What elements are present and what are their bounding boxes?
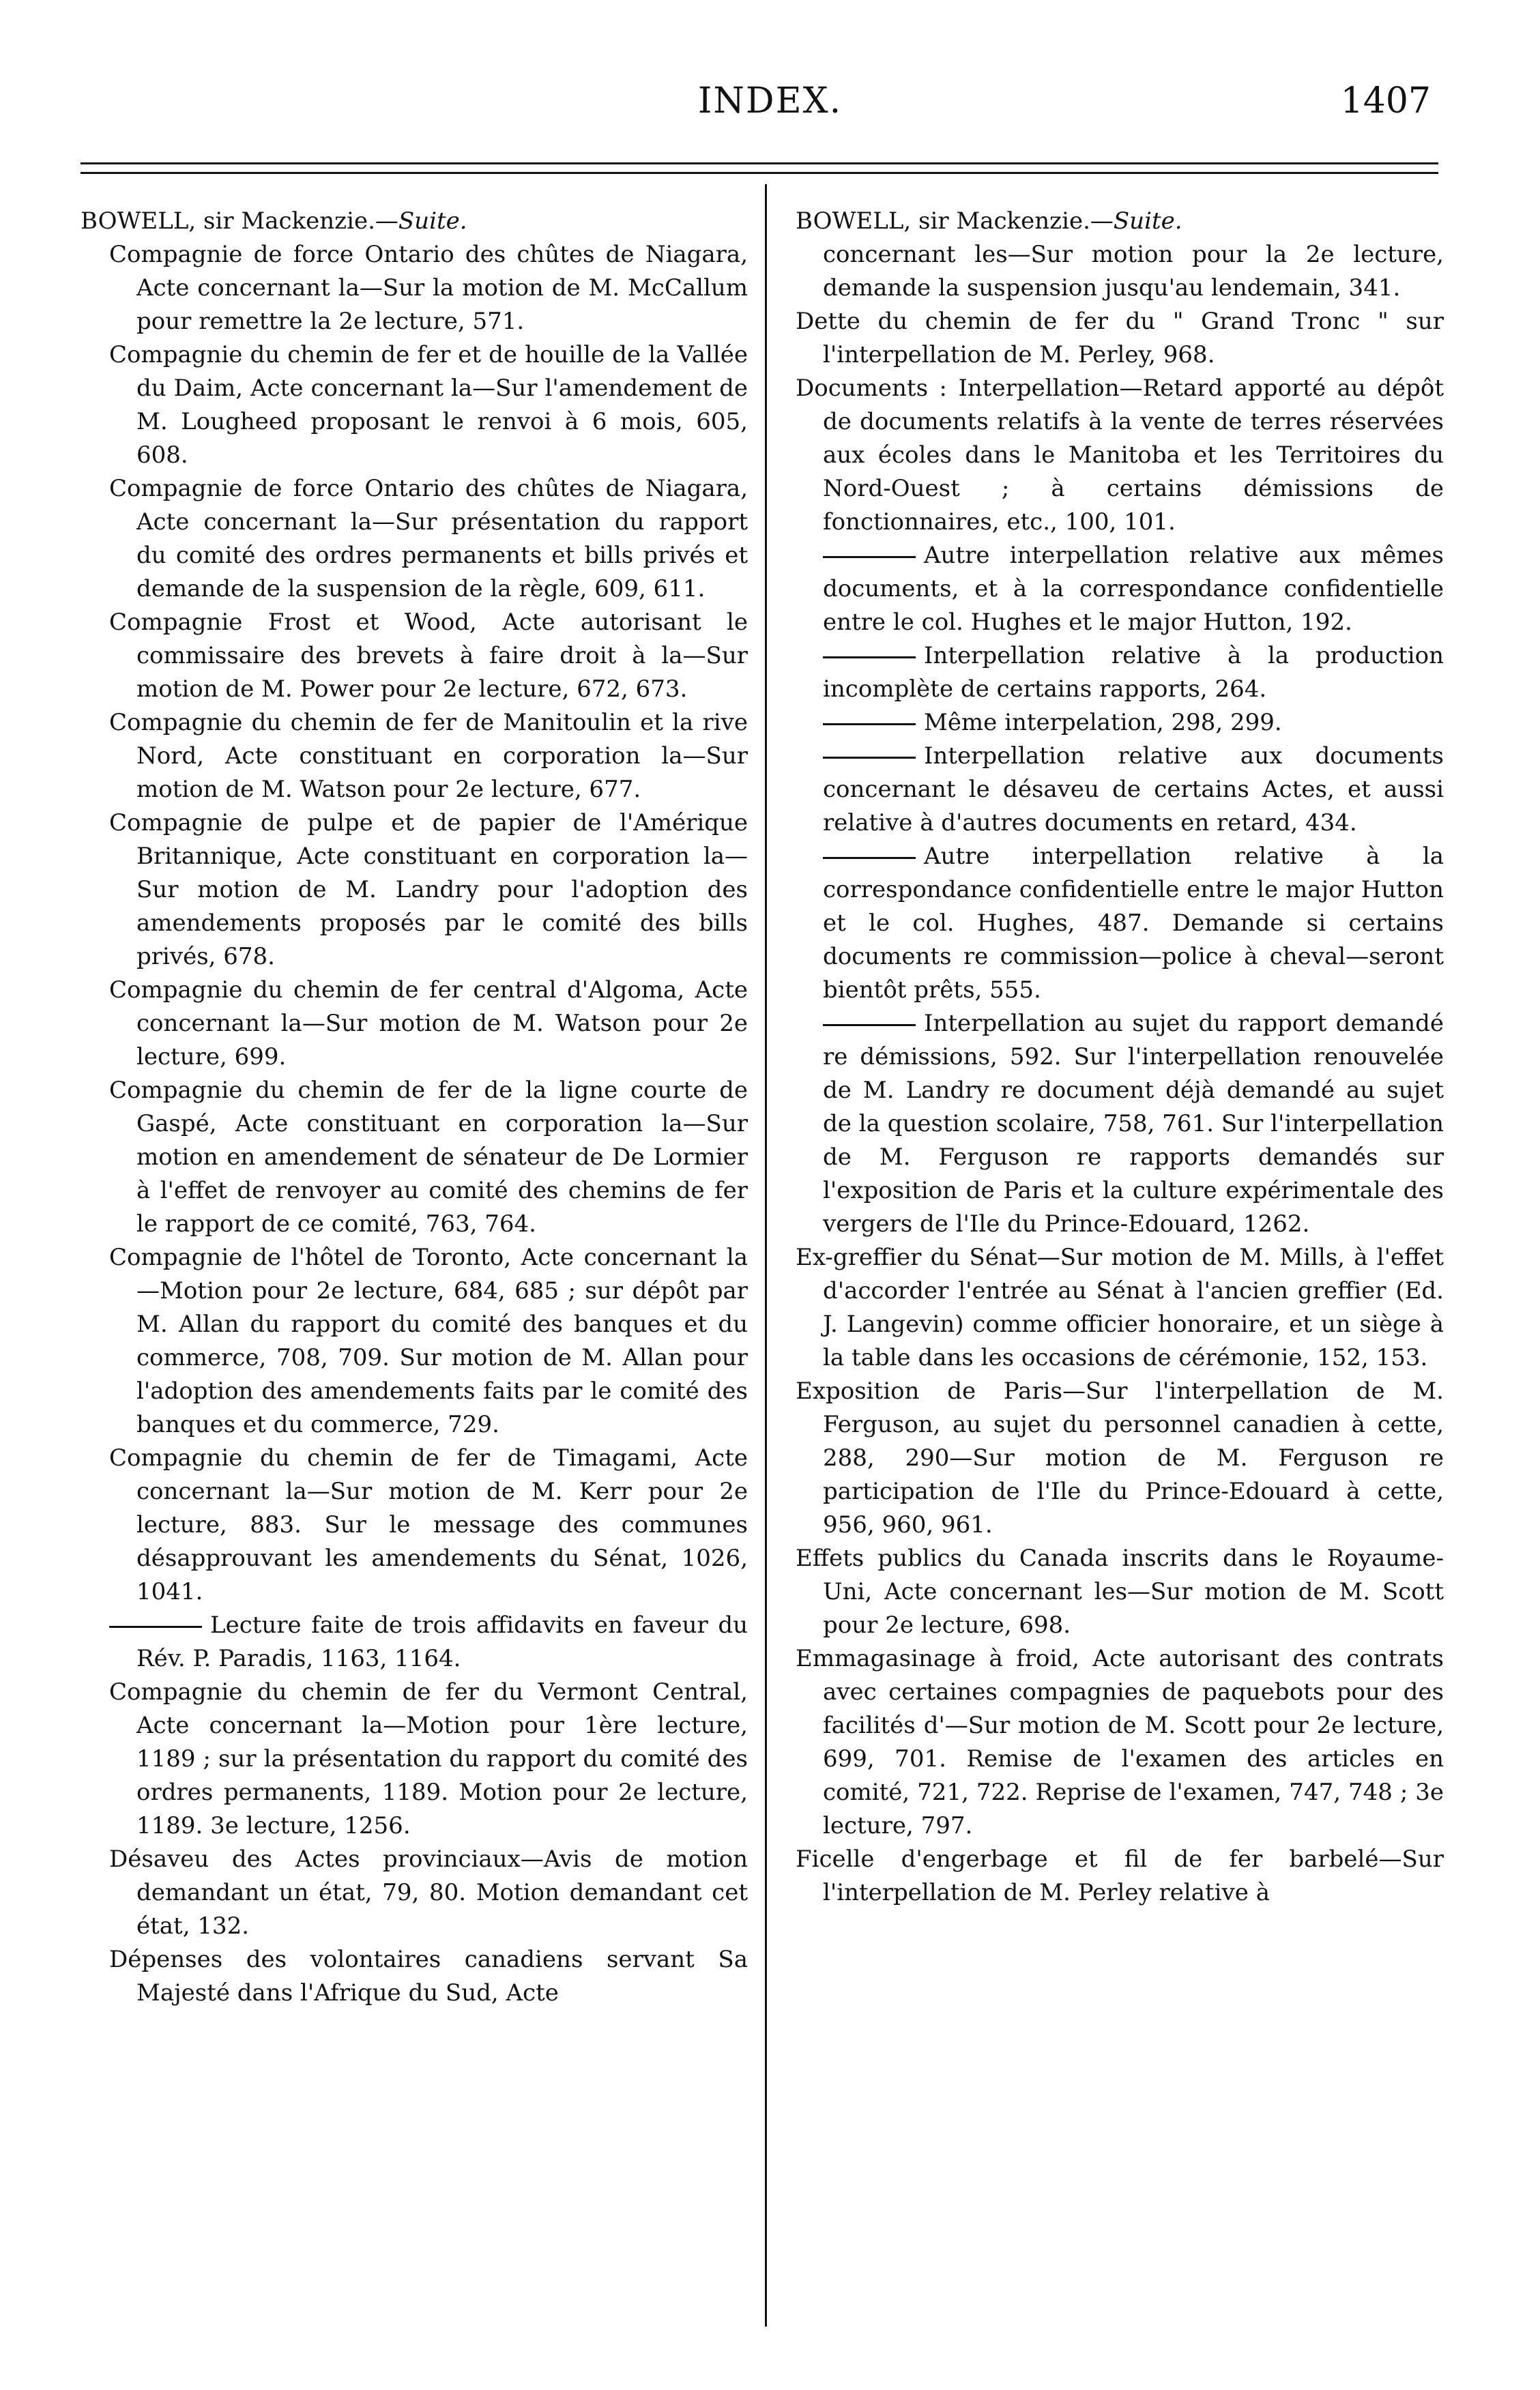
index-entry: Emmagasinage à froid, Acte autorisant des contrats avec certaines compagnies de paquebots pour des facilités d'—Sur motion de M. Scott pour 2e lecture, 699, 701. Remise de l'examen des articles en comité, 721, 722. Reprise de l'examen, 747, 748 ; 3e lecture, 797. — [796, 1645, 1444, 1839]
index-entry: Compagnie de force Ontario des chûtes de Niagara, Acte concernant la—Sur la motion de M. McCallum pour remettre la 2e lecture, 571. — [109, 241, 748, 335]
index-subentry — [796, 539, 1444, 639]
header-rule-top — [81, 162, 1438, 164]
index-entry: Effets publics du Canada inscrits dans le Royaume-Uni, Acte concernant les—Sur motion de M. Scott pour 2e lecture, 698. — [796, 1545, 1444, 1639]
subentry-text: Autre interpellation relative à la correspondance confidentielle entre le major Hutton et le col. Hughes, 487. Demande si certains documents re commission—police à cheval—seront bientôt prêts, 555. — [823, 843, 1444, 1004]
subentry-text: Lecture faite de trois affidavits en faveur du Rév. P. Paradis, 1163, 1164. — [136, 1612, 748, 1672]
header-rule-bottom — [81, 172, 1438, 174]
index-entry: Compagnie de force Ontario des chûtes de Niagara, Acte concernant la—Sur présentation du rapport du comité des ordres permanents et bills privés et demande de la suspension de la règle, 609, 611. — [109, 475, 748, 602]
index-subentry — [796, 840, 1444, 1007]
index-subentry — [796, 639, 1444, 706]
index-entry: Documents : Interpellation—Retard apporté au dépôt de documents relatifs à la vente de terres réservées aux écoles dans le Manitoba et les Territoires du Nord-Ouest ; à certains démissions de fonctionnaires, etc., 100, 101. — [796, 375, 1444, 536]
index-subentry — [796, 1007, 1444, 1241]
column-heading — [81, 205, 748, 238]
index-entry: Compagnie du chemin de fer et de houille de la Vallée du Daim, Acte concernant la—Sur l'amendement de M. Lougheed proposant le renvoi à 6 mois, 605, 608. — [109, 341, 748, 469]
index-entry: Dépenses des volontaires canadiens servant Sa Majesté dans l'Afrique du Sud, Acte — [109, 1946, 748, 2007]
index-subentry — [796, 706, 1444, 740]
heading-suffix: Suite. — [398, 207, 467, 235]
subentry-text: Même interpelation, 298, 299. — [924, 709, 1282, 736]
heading-name: BOWELL, sir Mackenzie.— — [81, 207, 398, 235]
ditto-dash — [823, 656, 916, 658]
index-entry: Exposition de Paris—Sur l'interpellation de M. Ferguson, au sujet du personnel canadien à cette, 288, 290—Sur motion de M. Ferguson re participation de l'Ile du Prince-Edouard à cette, 956, 960, 961. — [796, 1378, 1444, 1539]
heading-name: BOWELL, sir Mackenzie.— — [796, 207, 1114, 235]
index-entry: Compagnie du chemin de fer central d'Algoma, Acte concernant la—Sur motion de M. Watson pour 2e lecture, 699. — [109, 976, 748, 1070]
left-column — [81, 205, 748, 2010]
ditto-dash — [823, 757, 916, 759]
index-entry: Compagnie de l'hôtel de Toronto, Acte concernant la—Motion pour 2e lecture, 684, 685 ; sur dépôt par M. Allan du rapport du comité des banques et du commerce, 708, 709. Sur motion de M. Allan pour l'adoption des amendements faits par le comité des banques et du commerce, 729. — [109, 1244, 748, 1438]
index-entry: Compagnie du chemin de fer de la ligne courte de Gaspé, Acte constituant en corporation la—Sur motion en amendement de sénateur de De Lormier à l'effet de renvoyer au comité des chemins de fer le rapport de ce comité, 763, 764. — [109, 1077, 748, 1238]
ditto-dash — [823, 1024, 916, 1026]
index-entry: Compagnie Frost et Wood, Acte autorisant le commissaire des brevets à faire droit à la—Sur motion de M. Power pour 2e lecture, 672, 673. — [109, 609, 748, 703]
subentry-text: Interpellation relative aux documents concernant le désaveu de certains Actes, et aussi relative à d'autres documents en retard, 434. — [823, 742, 1444, 836]
index-entry: Compagnie du chemin de fer de Manitoulin et la rive Nord, Acte constituant en corporation la—Sur motion de M. Watson pour 2e lecture, 677. — [109, 709, 748, 803]
column-heading — [796, 205, 1444, 238]
subentry-text: Interpellation au sujet du rapport demandé re démissions, 592. Sur l'interpellation renouvelée de M. Landry re document déjà demandé au sujet de la question scolaire, 758, 761. Sur l'interpellation de M. Ferguson re rapports demandés sur l'exposition de Paris et la culture expérimentale des vergers de l'Ile du Prince-Edouard, 1262. — [823, 1010, 1444, 1238]
ditto-dash — [109, 1626, 202, 1628]
index-entry: Désaveu des Actes provinciaux—Avis de motion demandant un état, 79, 80. Motion demandant cet état, 132. — [109, 1846, 748, 1940]
index-entry: Compagnie de pulpe et de papier de l'Amérique Britannique, Acte constituant en corporation la—Sur motion de M. Landry pour l'adoption des amendements proposés par le comité des bills privés, 678. — [109, 809, 748, 970]
index-entry: Dette du chemin de fer du " Grand Tronc " sur l'interpellation de M. Perley, 968. — [796, 308, 1444, 368]
page-number: 1407 — [1340, 81, 1431, 121]
ditto-dash — [823, 723, 916, 725]
index-entry: Ex-greffier du Sénat—Sur motion de M. Mills, à l'effet d'accorder l'entrée au Sénat à l'ancien greffier (Ed. J. Langevin) comme officier honoraire, et un siège à la table dans les occasions de cérémonie, 152, 153. — [796, 1244, 1444, 1371]
page-title: INDEX. — [697, 81, 843, 121]
index-subentry — [796, 740, 1444, 840]
index-continuation: concernant les—Sur motion pour la 2e lecture, demande la suspension jusqu'au lendemain, 341. — [823, 241, 1444, 302]
column-divider — [765, 184, 767, 2327]
right-column — [796, 205, 1444, 1910]
index-entry: Compagnie du chemin de fer du Vermont Central, Acte concernant la—Motion pour 1ère lecture, 1189 ; sur la présentation du rapport du comité des ordres permanents, 1189. Motion pour 2e lecture, 1189. 3e lecture, 1256. — [109, 1678, 748, 1839]
subentry-text: Interpellation relative à la production incomplète de certains rapports, 264. — [823, 642, 1444, 703]
subentry-text: Autre interpellation relative aux mêmes documents, et à la correspondance confidentielle entre le col. Hughes et le major Hutton, 192. — [823, 542, 1444, 636]
ditto-dash — [823, 857, 916, 859]
index-entry: Compagnie du chemin de fer de Timagami, Acte concernant la—Sur motion de M. Kerr pour 2e lecture, 883. Sur le message des communes désapprouvant les amendements du Sénat, 1026, 1041. — [109, 1444, 748, 1605]
heading-suffix: Suite. — [1113, 207, 1182, 235]
index-subentry — [81, 1609, 748, 1676]
index-entry: Ficelle d'engerbage et fil de fer barbelé—Sur l'interpellation de M. Perley relative à — [796, 1846, 1444, 1906]
ditto-dash — [823, 556, 916, 558]
